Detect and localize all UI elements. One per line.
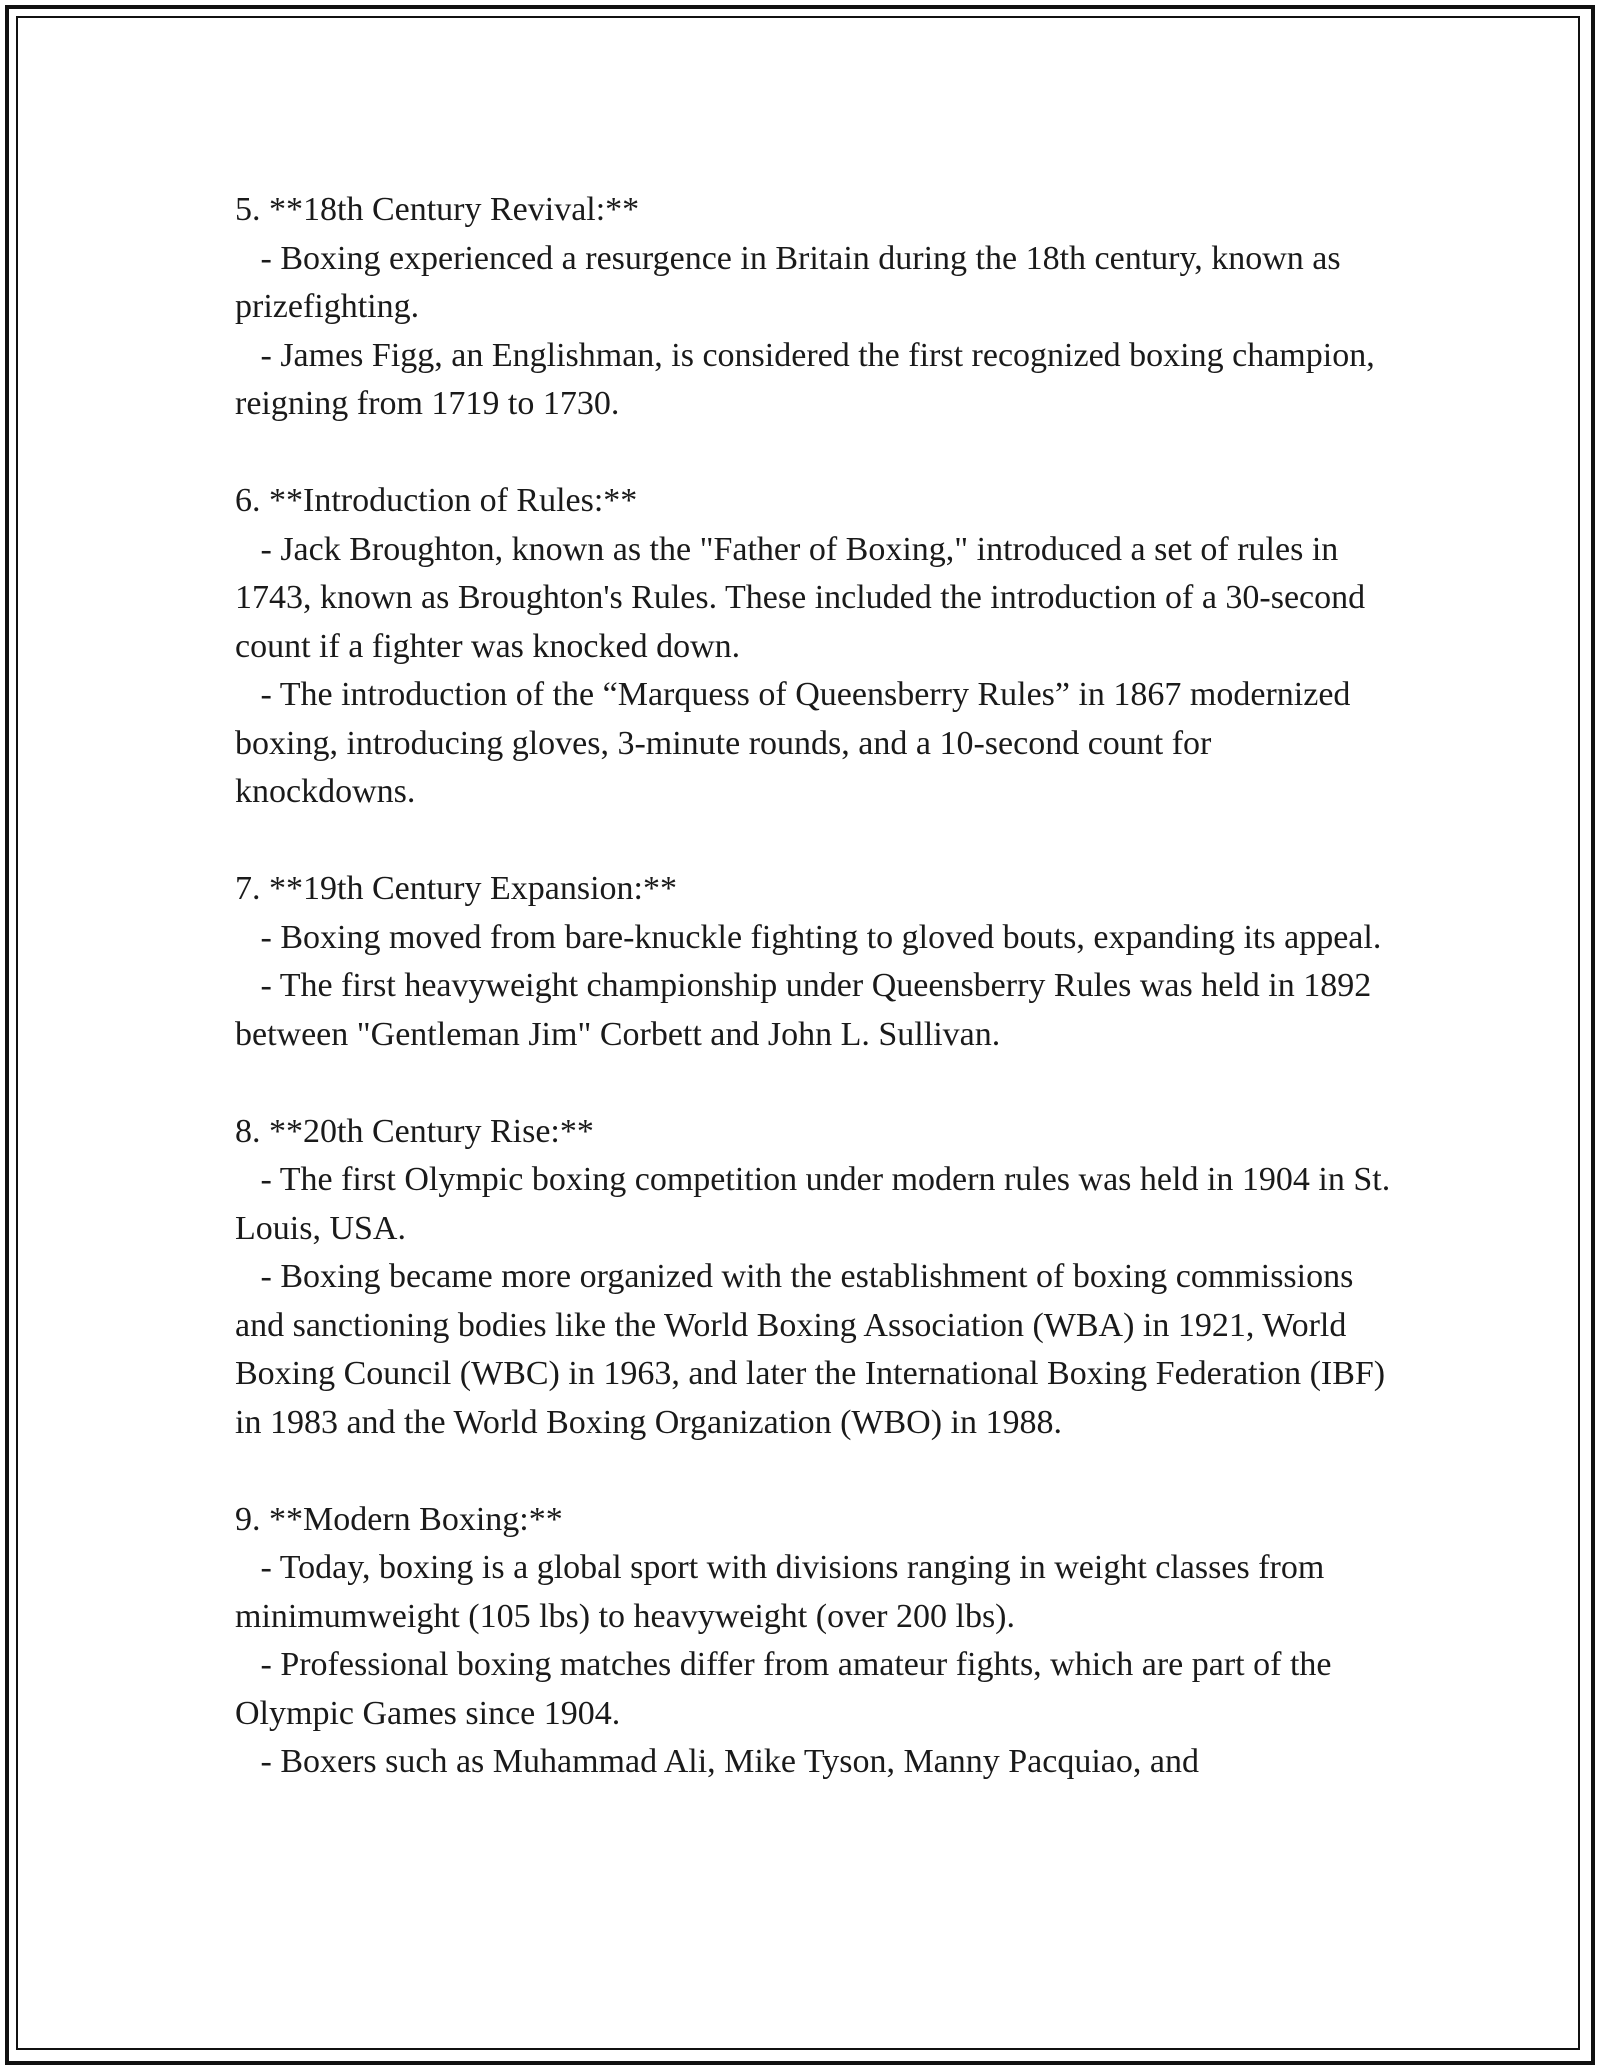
bullet-text: - The first Olympic boxing competition under modern rules was held in 1904 in St. Louis, USA. [235, 1161, 1399, 1247]
bullet-text: - James Figg, an Englishman, is considered the first recognized boxing champion, reigning from 1719 to 1730. [235, 336, 1384, 422]
section-modern-boxing [235, 1496, 1395, 1787]
bullet-text: - The first heavyweight championship under Queensberry Rules was held in 1892 between "Gentleman Jim" Corbett and John L. Sullivan. [235, 967, 1380, 1053]
section-heading: 7. **19th Century Expansion:** [235, 870, 677, 907]
bullet-text: - Today, boxing is a global sport with divisions ranging in weight classes from minimumweight (105 lbs) to heavyweight (over 200 lbs). [235, 1549, 1333, 1635]
section-19th-century-expansion [235, 865, 1395, 1059]
section-heading: 5. **18th Century Revival:** [235, 191, 640, 228]
section-heading: 8. **20th Century Rise:** [235, 1112, 594, 1150]
bullet-text: - Professional boxing matches differ from amateur fights, which are part of the Olympic Games since 1904. [235, 1646, 1340, 1732]
section-20th-century-rise [235, 1108, 1399, 1448]
bullet-text: - Boxers such as Muhammad Ali, Mike Tyson, Manny Pacquiao, and [235, 1743, 1199, 1780]
document-body [235, 186, 1399, 1787]
bullet-text: - Boxing moved from bare-knuckle fighting to gloved bouts, expanding its appeal. [235, 918, 1382, 956]
section-heading: 6. **Introduction of Rules:** [235, 482, 638, 519]
section-introduction-of-rules [235, 477, 1395, 817]
section-18th-century-revival [235, 186, 1395, 429]
bullet-text: - The introduction of the “Marquess of Queensberry Rules” in 1867 modernized boxing, introducing gloves, 3-minute rounds, and a 10-second count for knockdowns. [235, 676, 1359, 810]
section-heading: 9. **Modern Boxing:** [235, 1500, 563, 1538]
bullet-text: - Boxing experienced a resurgence in Britain during the 18th century, known as prizefighting. [235, 239, 1350, 325]
bullet-text: - Boxing became more organized with the establishment of boxing commissions and sanctioning bodies like the World Boxing Association (WBA) in 1921, World Boxing Council (WBC) in 1963, and later the International Boxing Federation (IBF) in 1983 and the World Boxing Organization (WBO) in 1988. [235, 1258, 1394, 1441]
bullet-text: - Jack Broughton, known as the "Father of Boxing," introduced a set of rules in 1743, known as Broughton's Rules. These included the introduction of a 30-second count if a fighter was knocked down. [235, 530, 1374, 665]
